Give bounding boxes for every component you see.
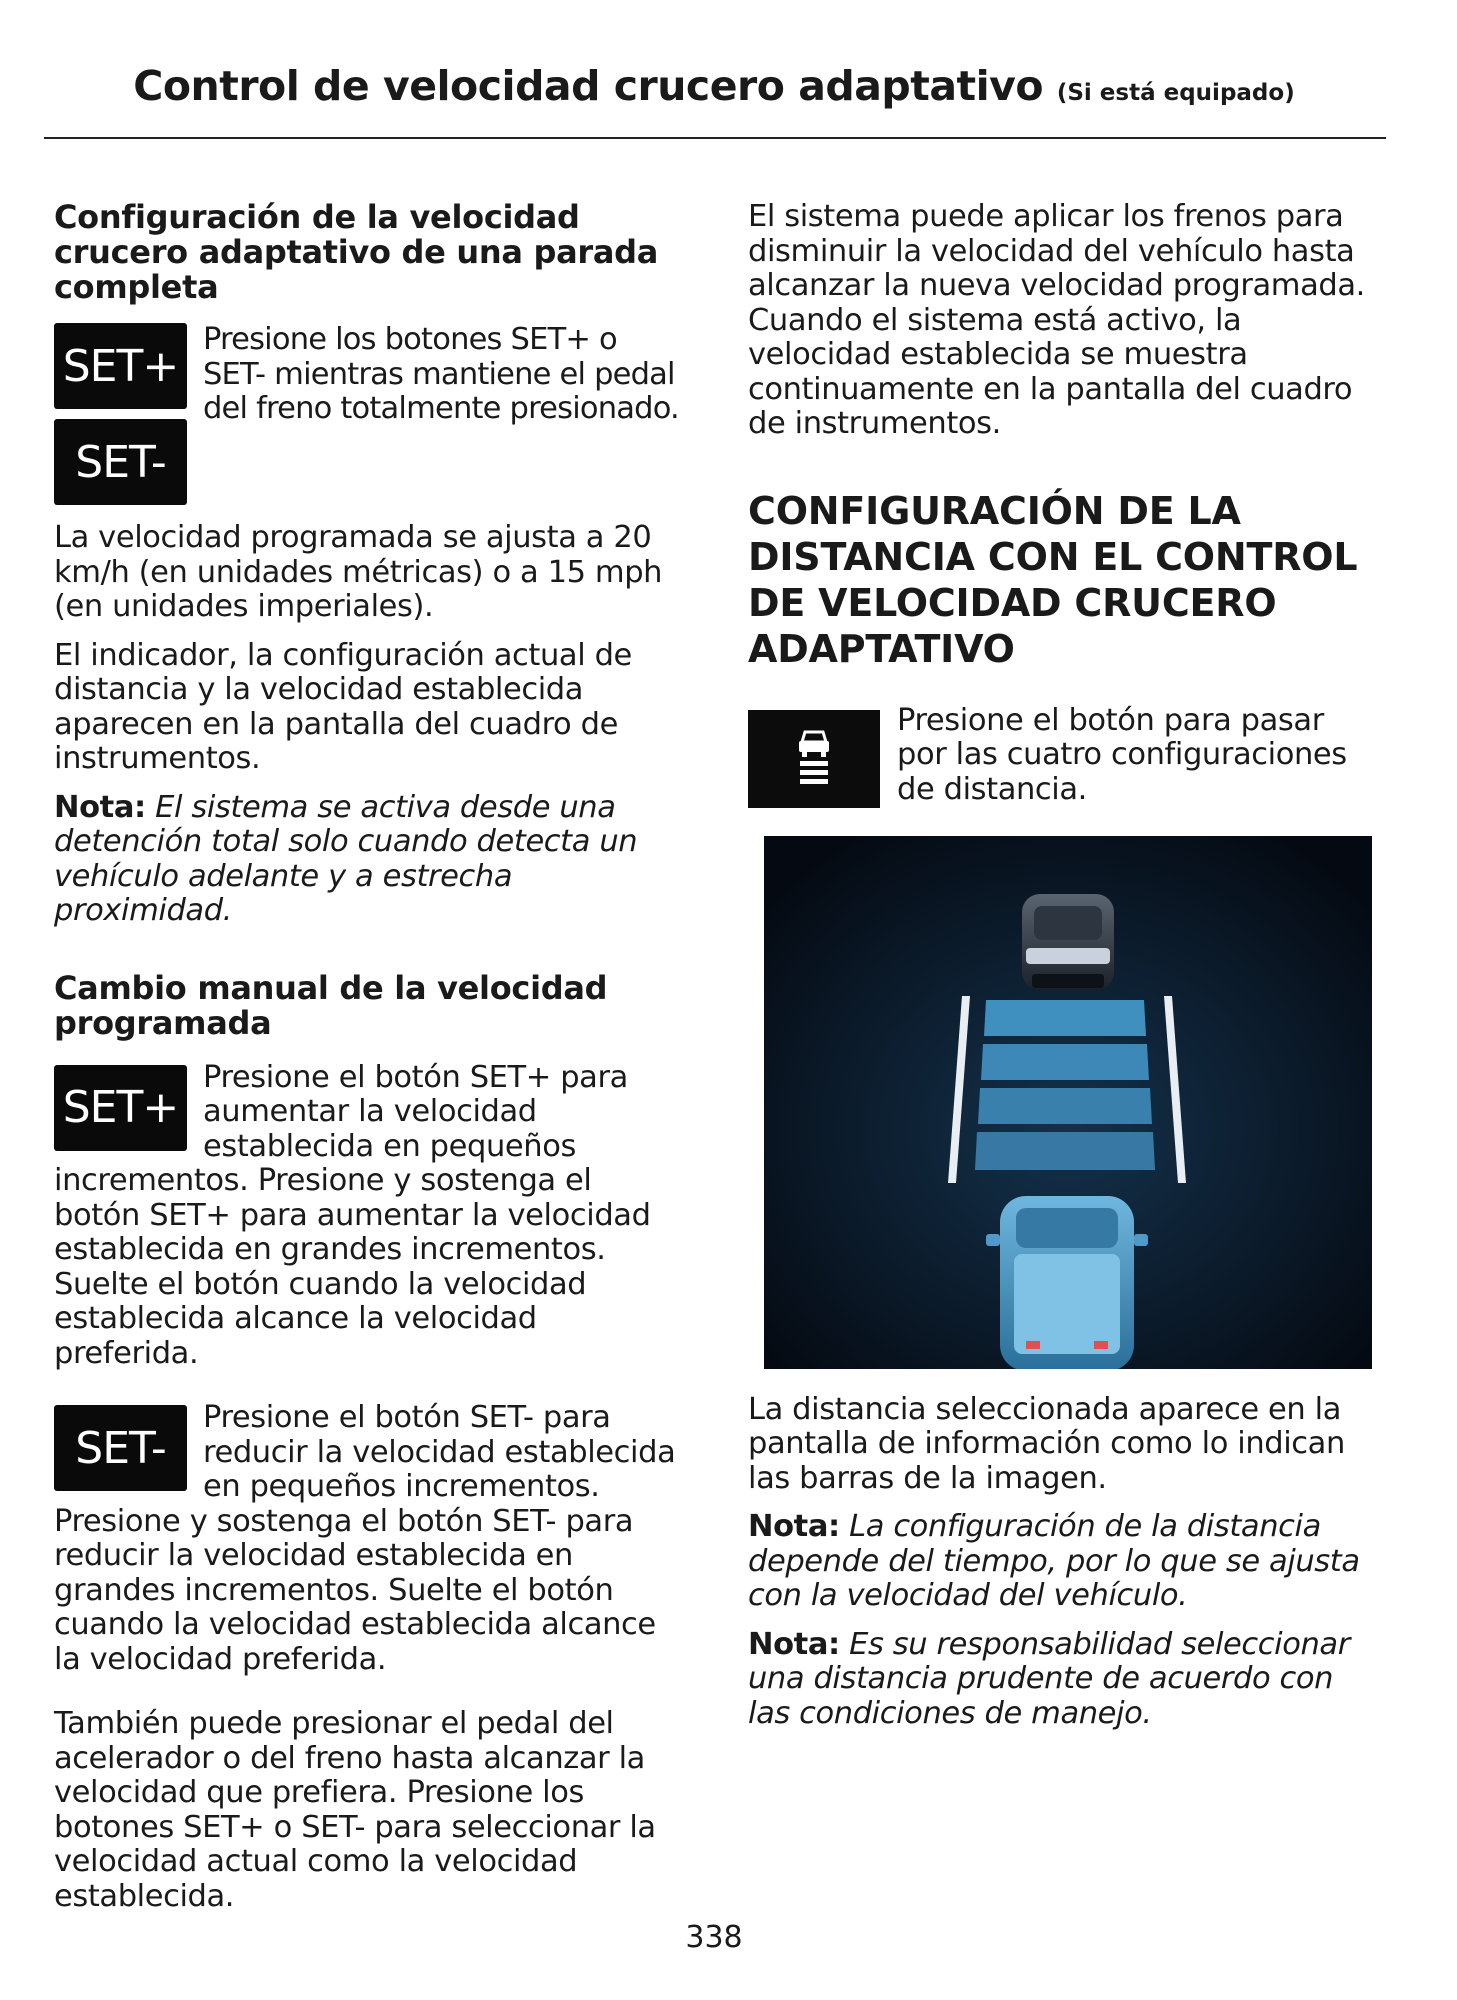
set-plus-button: SET+ (54, 323, 187, 409)
indicator-text: El indicador, la configuración actual de distancia y la velocidad establecida aparecen en la pantalla del cuadro de instrumentos. (54, 637, 632, 776)
distance-button-text: Presione el botón para pasar por las cuatro configuraciones de distancia. (897, 702, 1347, 807)
set-buttons-group (54, 323, 684, 507)
note-text: El sistema se activa desde una detención total solo cuando detecta un vehículo adelante y a estrecha proximidad. (54, 789, 638, 928)
distance-bar-3 (978, 1088, 1152, 1124)
note-distance-time (748, 1510, 1380, 1614)
distance-illustration (764, 836, 1372, 1369)
gap-distance-icon (792, 728, 836, 790)
note-label: Nota: (748, 1626, 840, 1662)
programmed-speed-text: La velocidad programada se ajusta a 20 km/h (en unidades métricas) o a 15 mph (en unidades imperiales). (54, 520, 663, 624)
note-text: Es su responsabilidad seleccionar una distancia prudente de acuerdo con las condiciones de manejo. (748, 1626, 1350, 1731)
accelerator-text: También puede presionar el pedal del acelerador o del freno hasta alcanzar la velocidad que prefiera. Presione los botones SET+ o SET- para seleccionar la velocidad actual como la velocidad establecida. (54, 1706, 656, 1914)
note-full-stop (54, 791, 684, 929)
page-title (44, 62, 1384, 110)
title-divider (44, 137, 1386, 139)
set-minus-block (54, 1401, 684, 1677)
set-plus-block (54, 1061, 684, 1372)
distance-button-block (748, 704, 1380, 812)
section-heading-full-stop: Configuración de la velocidad crucero adaptativo de una parada completa (54, 198, 659, 306)
set-minus-button: SET- (54, 1405, 187, 1491)
brakes-intro-text: El sistema puede aplicar los frenos para disminuir la velocidad del vehículo hasta alcanzar la nueva velocidad programada. Cuando el sistema está activo, la velocidad establecida se muestra continuamente en la pantalla del cuadro de instrumentos. (748, 199, 1365, 441)
selected-distance-text: La distancia seleccionada aparece en la pantalla de información como lo indican las barras de la imagen. (748, 1391, 1345, 1496)
section-heading-manual-change: Cambio manual de la velocidad programada (54, 968, 608, 1042)
note-label: Nota: (748, 1509, 840, 1544)
distance-bar-4 (975, 1132, 1155, 1170)
set-plus-text: Presione el botón SET+ para aumentar la velocidad establecida en pequeños incrementos. Presione y sostenga el botón SET+ para aumentar la velocidad establecida en grandes incrementos. Suelte el botón cuando la velocidad establecida alcance la velocidad preferida. (54, 1059, 651, 1371)
set-minus-button: SET- (54, 419, 187, 505)
page-number: 338 (685, 1920, 743, 1955)
note-text: La configuración de la distancia depende del tiempo, por lo que se ajusta con la velocidad del vehículo. (748, 1509, 1360, 1613)
note-label: Nota: (54, 789, 146, 825)
page-title-text: Control de velocidad crucero adaptativo (133, 62, 1044, 110)
distance-button (748, 710, 880, 808)
set-plus-button: SET+ (54, 1065, 187, 1151)
page-title-subtitle: (Si está equipado) (1056, 80, 1295, 106)
set-buttons-instruction: Presione los botones SET+ o SET- mientras mantiene el pedal del freno totalmente presionado. (203, 322, 679, 426)
distance-bar-2 (981, 1044, 1149, 1080)
distance-bar-1 (984, 1000, 1146, 1036)
note-responsibility (748, 1628, 1380, 1732)
right-column (748, 200, 1380, 1731)
lead-vehicle (1022, 894, 1114, 990)
distance-section-heading: CONFIGURACIÓN DE LA DISTANCIA CON EL CONTROL DE VELOCIDAD CRUCERO ADAPTATIVO (748, 488, 1358, 671)
own-vehicle (986, 1196, 1148, 1369)
left-column (54, 200, 684, 1914)
set-minus-text: Presione el botón SET- para reducir la velocidad establecida en pequeños incrementos. Presione y sostenga el botón SET- para reducir la velocidad establecida en grandes incrementos. Suelte el botón cuando la velocidad establecida alcance la velocidad preferida. (54, 1400, 676, 1677)
